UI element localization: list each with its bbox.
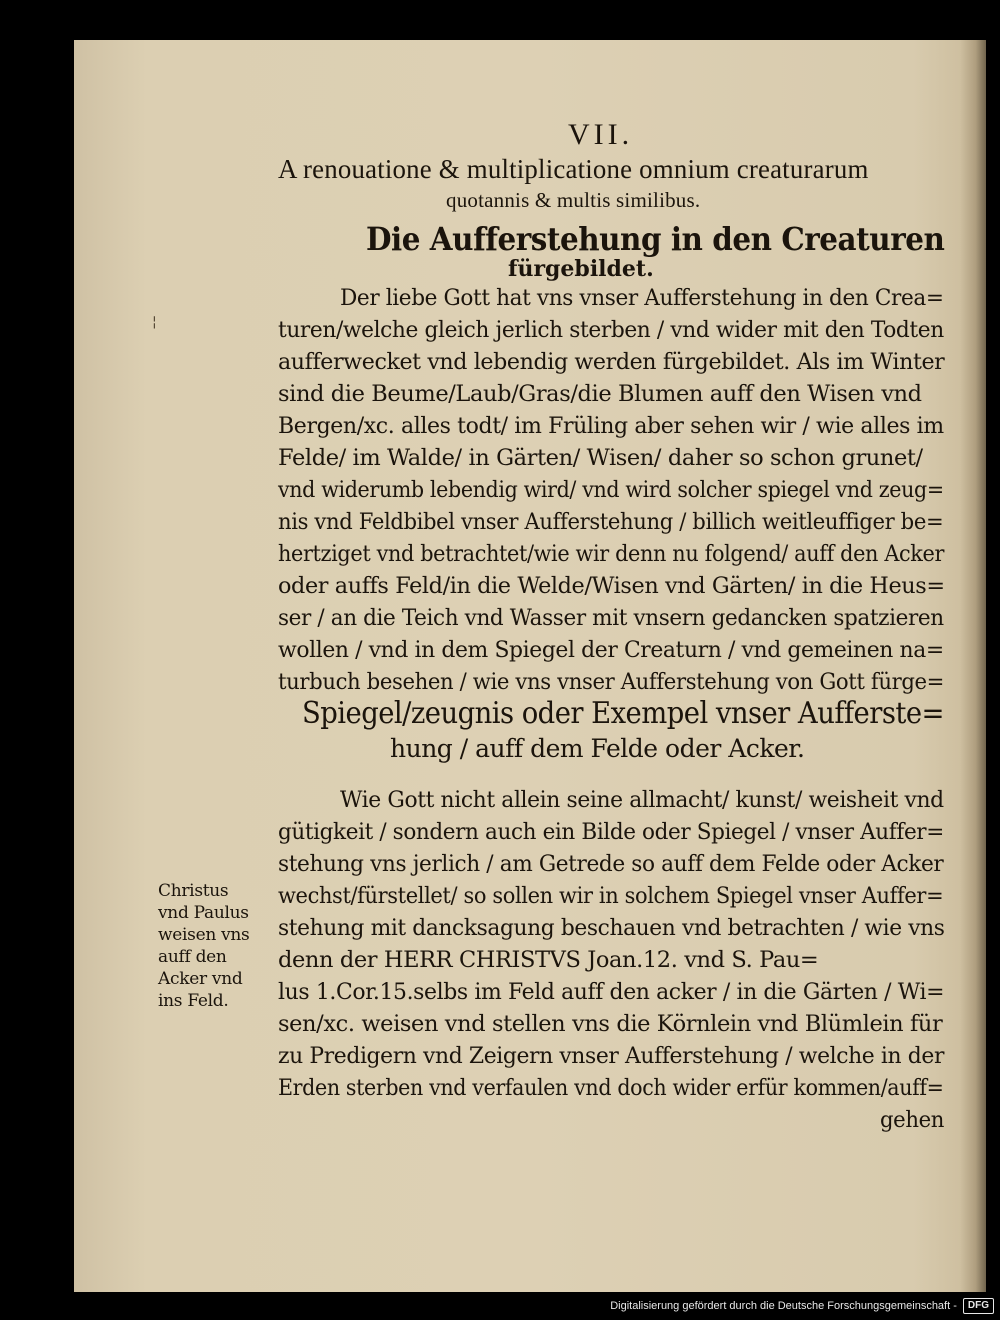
paragraph-line: aufferwecket vnd lebendig werden fürgebildet. Als im Winter — [278, 349, 945, 375]
paragraph-line: vnd widerumb lebendig wird/ vnd wird solcher spiegel vnd zeug= — [278, 477, 944, 503]
margin-note-line: weisen vns — [158, 925, 250, 945]
paragraph-line: sind die Beume/Laub/Gras/die Blumen auff den Wisen vnd — [278, 381, 922, 407]
paragraph-line: turen/welche gleich jerlich sterben / vnd wider mit den Todten — [278, 317, 944, 343]
paragraph-line: denn der HERR CHRISTVS Joan.12. vnd S. Pau= — [278, 947, 819, 973]
latin-subtitle: quotannis & multis similibus. — [446, 188, 701, 212]
paragraph-line: ser / an die Teich vnd Wasser mit vnsern gedancken spatzieren — [278, 605, 944, 631]
paragraph-line: gütigkeit / sondern auch ein Bilde oder Spiegel / vnser Auffer= — [278, 819, 944, 845]
margin-note-line: Acker vnd — [158, 969, 243, 989]
subsection-heading-continued: hung / auff dem Felde oder Acker. — [390, 734, 805, 763]
paragraph-line: lus 1.Cor.15.selbs im Feld auff den acker / in die Gärten / Wi= — [278, 979, 945, 1005]
paragraph-line: Bergen/xc. alles todt/ im Früling aber sehen wir / wie alles im — [278, 413, 944, 439]
section-heading: Die Aufferstehung in den Creaturen — [366, 220, 945, 258]
paragraph-line: stehung vns jerlich / am Getrede so auff dem Felde oder Acker — [278, 851, 944, 877]
paragraph-line: Der liebe Gott hat vns vnser Aufferstehung in den Crea= — [340, 285, 944, 311]
paragraph-line: oder auffs Feld/in die Welde/Wisen vnd Gärten/ in die Heus= — [278, 573, 945, 599]
paragraph-line: hertziget vnd betrachtet/wie wir denn nu folgend/ auff den Acker — [278, 541, 945, 567]
paragraph-line: turbuch besehen / wie vns vnser Aufferstehung von Gott fürge= — [278, 669, 945, 695]
page-shadow-edge — [960, 40, 986, 1292]
footer-credit: Digitalisierung gefördert durch die Deutsche Forschungsgemeinschaft - — [610, 1300, 957, 1312]
paragraph-line: zu Predigern vnd Zeigern vnser Aufferstehung / welche in der — [278, 1043, 945, 1069]
margin-note-line: auff den — [158, 947, 227, 967]
margin-note-line: Christus — [158, 881, 229, 901]
paragraph-line: wechst/fürstellet/ so sollen wir in solchem Spiegel vnser Auffer= — [278, 883, 944, 909]
paragraph-line: Felde/ im Walde/ in Gärten/ Wisen/ daher so schon grunet/ — [278, 445, 923, 471]
paragraph-line: stehung mit dancksagung beschauen vnd betrachten / wie vns — [278, 915, 945, 941]
subsection-heading: Spiegel/zeugnis oder Exempel vnser Aufferste= — [302, 696, 945, 731]
paragraph-line: nis vnd Feldbibel vnser Aufferstehung / billich weitleuffiger be= — [278, 509, 944, 535]
paragraph-line: Wie Gott nicht allein seine allmacht/ kunst/ weisheit vnd — [340, 787, 944, 813]
margin-mark: ¦ — [152, 314, 157, 330]
paragraph-line: wollen / vnd in dem Spiegel der Creaturn / vnd gemeinen na= — [278, 637, 944, 663]
margin-note-line: vnd Paulus — [158, 903, 249, 923]
chapter-number: VII. — [568, 118, 634, 151]
margin-note-line: ins Feld. — [158, 991, 229, 1011]
paragraph-line: Erden sterben vnd verfaulen vnd doch wider erfür kommen/auff= — [278, 1075, 944, 1101]
dfg-logo: DFG — [963, 1298, 994, 1314]
paragraph-line: sen/xc. weisen vnd stellen vns die Körnlein vnd Blümlein für — [278, 1011, 943, 1037]
digitization-footer — [610, 1296, 994, 1316]
catchword: gehen — [880, 1107, 945, 1133]
latin-title: A renouatione & multiplicatione omnium creaturarum — [278, 154, 869, 184]
section-heading-continued: fürgebildet. — [508, 256, 654, 282]
